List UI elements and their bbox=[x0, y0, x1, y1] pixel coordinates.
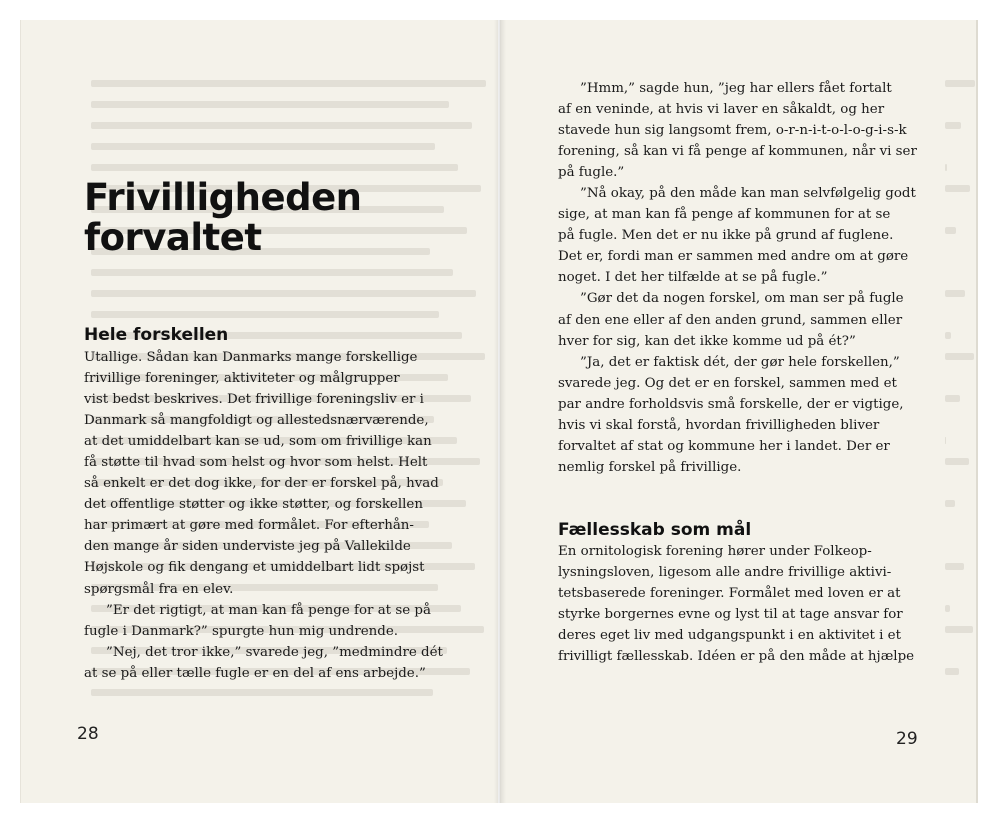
text-line: ”Hmm,” sagde hun, ”jeg har ellers fået fortalt bbox=[580, 81, 892, 96]
text-line: forening, så kan vi få penge af kommunen, når vi ser bbox=[558, 144, 917, 160]
text-line: deres eget liv med udgangspunkt i en aktivitet i et bbox=[558, 628, 901, 644]
text-line: hver for sig, kan det ikke komme ud på ét?” bbox=[558, 333, 856, 349]
show-through-line bbox=[91, 143, 435, 150]
text-line: tetsbaserede foreninger. Formålet med loven er at bbox=[558, 586, 901, 602]
right-body-text bbox=[558, 78, 958, 478]
text-line: noget. I det her tilfælde at se på fugle.” bbox=[558, 270, 828, 286]
chapter-title-line-1: Frivilligheden bbox=[84, 176, 362, 219]
text-line: af en veninde, at hvis vi laver en såkaldt, og her bbox=[558, 102, 885, 118]
text-line: ”Ja, det er faktisk dét, der gør hele forskellen,” bbox=[580, 354, 900, 370]
text-line: den mange år siden underviste jeg på Vallekilde bbox=[84, 539, 411, 555]
text-line: ”Er det rigtigt, at man kan få penge for at se på bbox=[106, 602, 431, 618]
text-line: vist bedst beskrives. Det frivillige foreningsliv er i bbox=[84, 392, 424, 408]
text-line: En ornitologisk forening hører under Folkeop- bbox=[558, 544, 872, 559]
text-line: hvis vi skal forstå, hvordan frivilligheden bliver bbox=[558, 417, 880, 433]
right-page bbox=[500, 20, 978, 803]
text-line: stavede hun sig langsomt frem, o-r-n-i-t-o-l-o-g-i-s-k bbox=[558, 123, 907, 139]
text-line: ”Nej, det tror ikke,” svarede jeg, ”medmindre dét bbox=[106, 644, 443, 660]
page-number-left: 28 bbox=[77, 724, 99, 744]
text-line: styrke borgernes evne og lyst til at tage ansvar for bbox=[558, 607, 903, 623]
show-through-line bbox=[91, 689, 433, 696]
text-line: af den ene eller af den anden grund, sammen eller bbox=[558, 312, 903, 328]
left-page bbox=[20, 20, 498, 803]
text-line: ”Nå okay, på den måde kan man selvfølgelig godt bbox=[580, 186, 916, 202]
text-line: ”Gør det da nogen forskel, om man ser på fugle bbox=[580, 291, 904, 307]
text-line: på fugle. Men det er nu ikke på grund af fuglene. bbox=[558, 228, 894, 244]
show-through-line bbox=[91, 311, 439, 318]
text-line: det offentlige støtter og ikke støtter, og forskellen bbox=[84, 497, 423, 513]
show-through-line bbox=[945, 500, 955, 507]
text-line: Højskole og fik dengang et umiddelbart lidt spøjst bbox=[84, 560, 425, 576]
show-through-line bbox=[945, 668, 959, 675]
page-number-right: 29 bbox=[896, 729, 918, 749]
text-line: at det umiddelbart kan se ud, som om frivillige kan bbox=[84, 434, 432, 450]
show-through-line bbox=[91, 101, 449, 108]
section-heading-hele-forskellen: Hele forskellen bbox=[84, 325, 229, 345]
book-gutter bbox=[494, 20, 506, 803]
text-line: svarede jeg. Og det er en forskel, sammen med et bbox=[558, 375, 897, 391]
text-line: at se på eller tælle fugle er en del af ens arbejde.” bbox=[84, 665, 426, 681]
chapter-title bbox=[84, 178, 362, 258]
show-through-line bbox=[91, 269, 453, 276]
text-line: få støtte til hvad som helst og hvor som helst. Helt bbox=[84, 455, 428, 471]
text-line: så enkelt er det dog ikke, for der er forskel på, hvad bbox=[84, 476, 439, 492]
text-line: forvaltet af stat og kommune her i landet. Der er bbox=[558, 438, 890, 454]
left-body-text bbox=[84, 347, 484, 684]
text-line: sige, at man kan få penge af kommunen for at se bbox=[558, 207, 891, 223]
text-line: frivillige foreninger, aktiviteter og målgrupper bbox=[84, 371, 400, 387]
show-through-line bbox=[91, 122, 472, 129]
text-line: nemlig forskel på frivillige. bbox=[558, 459, 742, 475]
right-section-text bbox=[558, 541, 958, 667]
show-through-line bbox=[91, 80, 486, 87]
text-line: fugle i Danmark?” spurgte hun mig undrende. bbox=[84, 623, 399, 639]
text-line: frivilligt fællesskab. Idéen er på den måde at hjælpe bbox=[558, 649, 915, 665]
text-line: par andre forholdsvis små forskelle, der er vigtige, bbox=[558, 396, 904, 412]
text-line: Danmark så mangfoldigt og allestedsnærværende, bbox=[84, 413, 429, 429]
show-through-line bbox=[91, 290, 476, 297]
show-through-line bbox=[91, 164, 458, 171]
text-line: Utallige. Sådan kan Danmarks mange forskellige bbox=[84, 350, 418, 365]
text-line: på fugle.” bbox=[558, 165, 625, 181]
section-heading-faellesskab: Fællesskab som mål bbox=[558, 520, 752, 540]
text-line: lysningsloven, ligesom alle andre frivillige aktivi- bbox=[558, 565, 892, 581]
text-line: har primært at gøre med formålet. For efterhån- bbox=[84, 518, 414, 534]
text-line: spørgsmål fra en elev. bbox=[84, 581, 234, 597]
text-line: Det er, fordi man er sammen med andre om at gøre bbox=[558, 249, 909, 265]
chapter-title-line-2: forvaltet bbox=[84, 216, 262, 259]
